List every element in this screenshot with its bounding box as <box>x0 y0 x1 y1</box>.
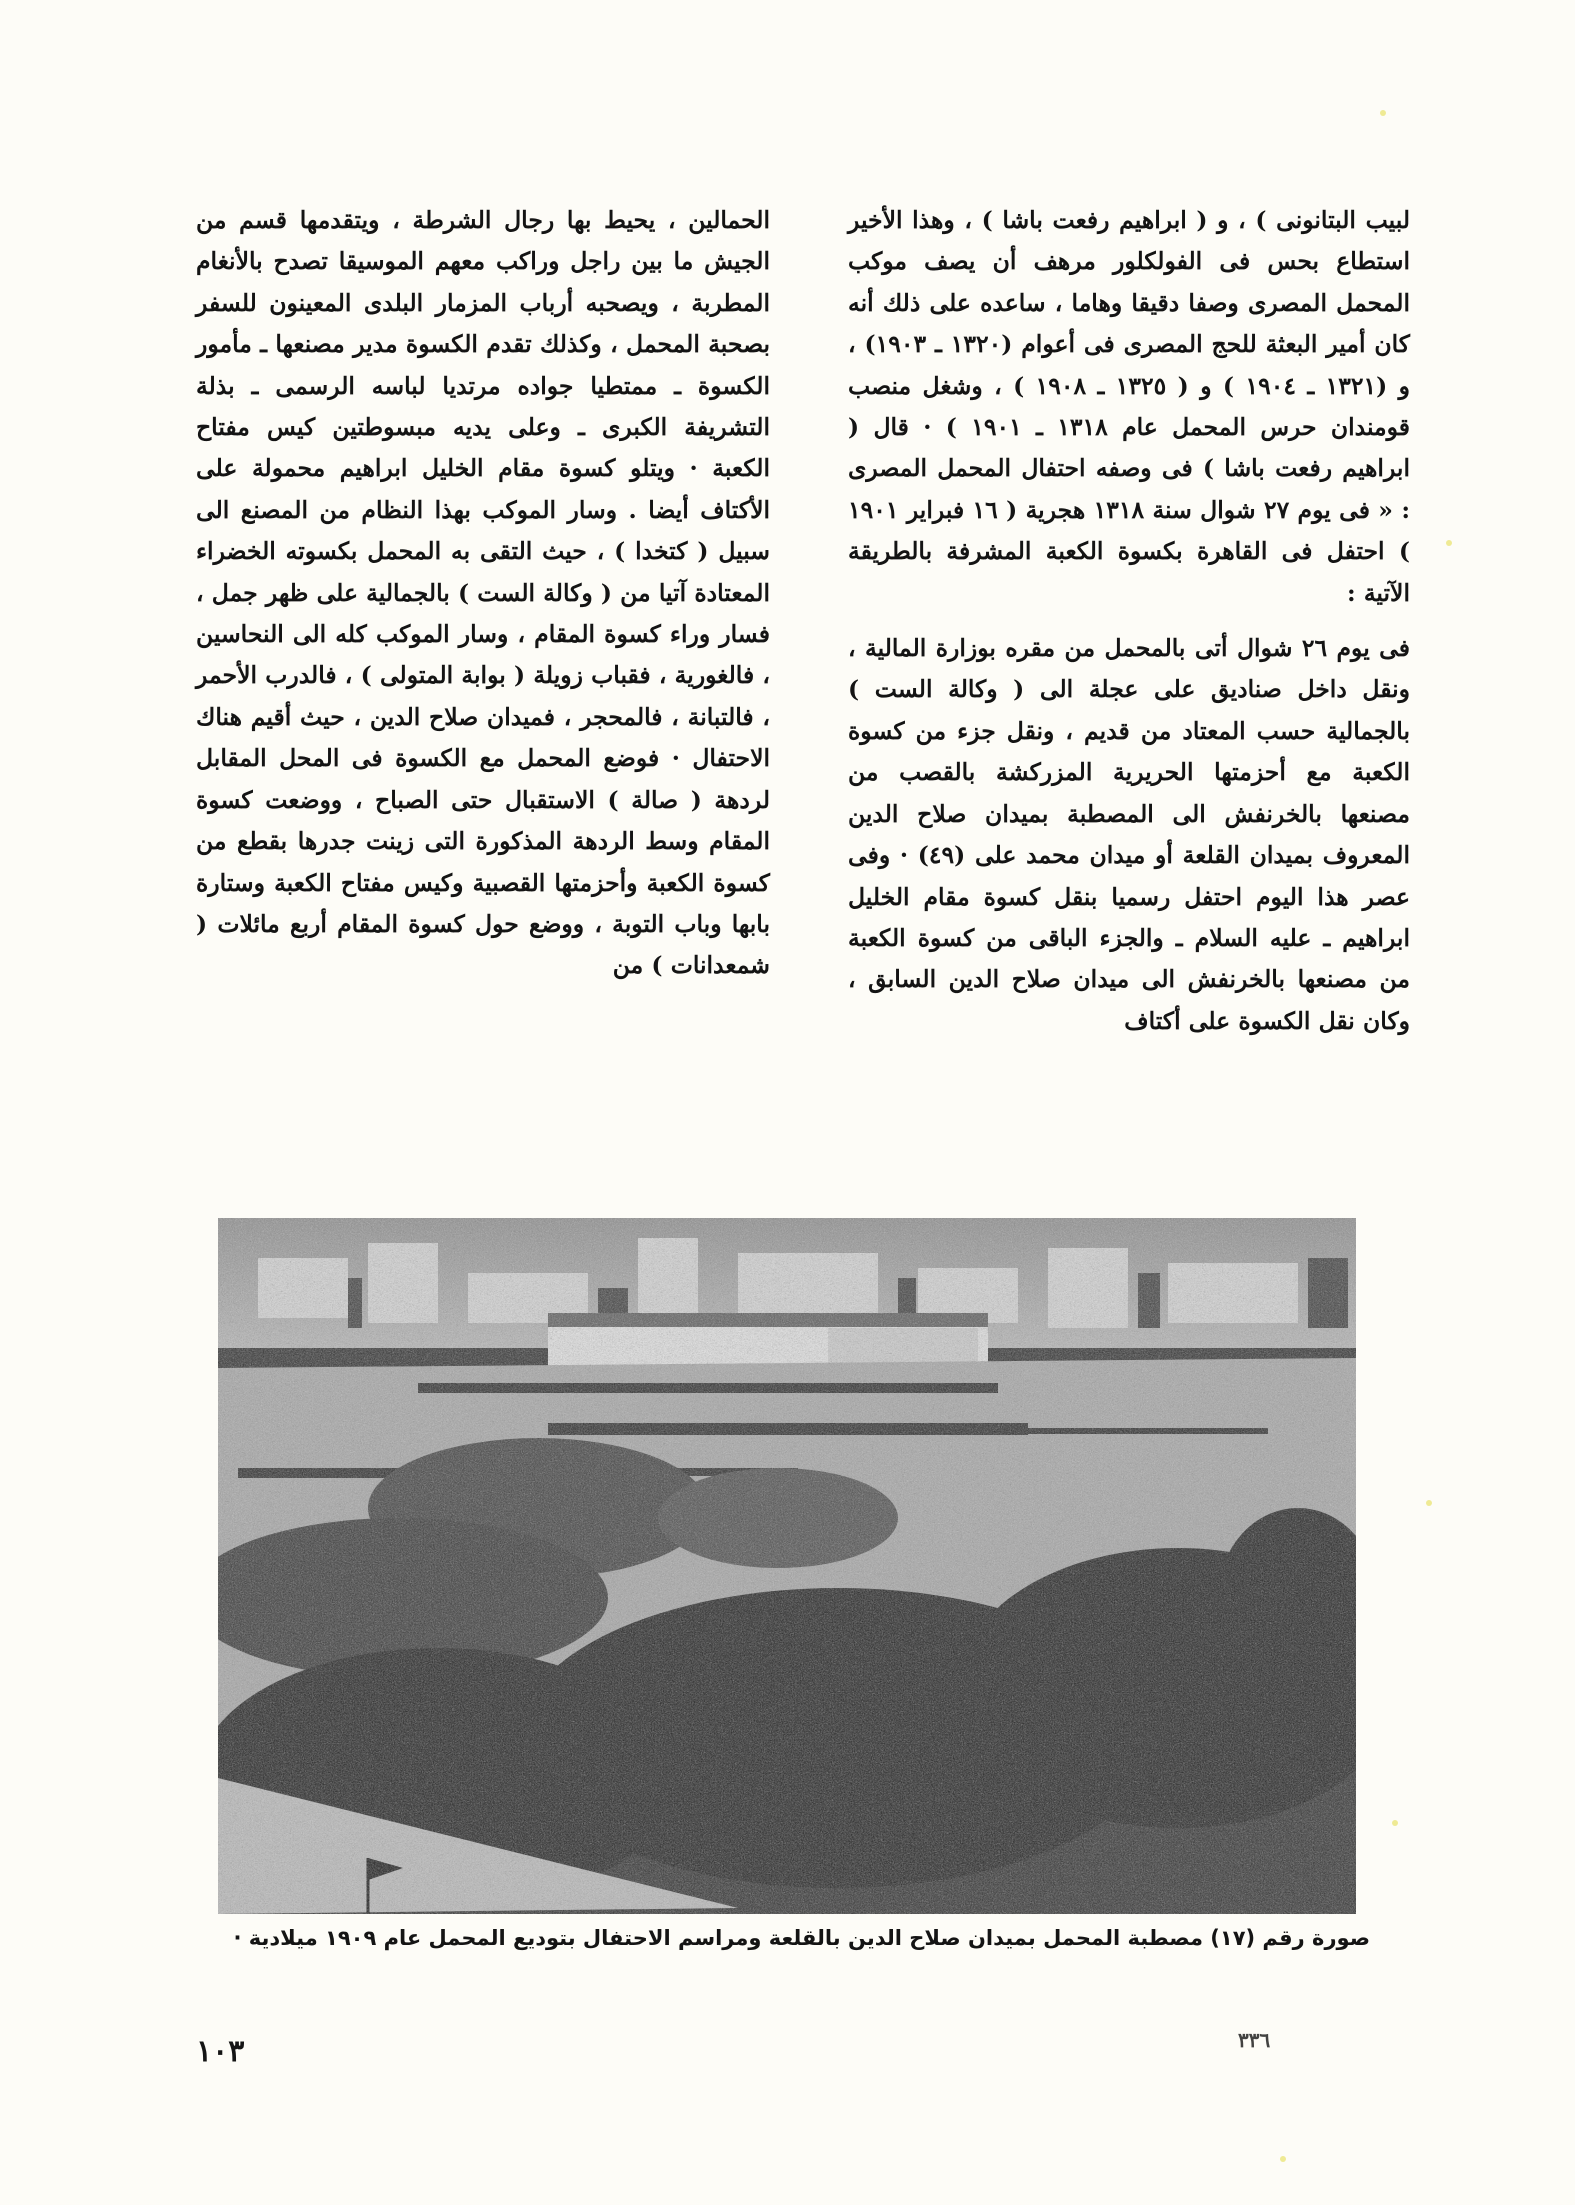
paper-speck <box>1392 1820 1398 1826</box>
figure-caption: صورة رقم (١٧) مصطبة المحمل بميدان صلاح الدين بالقلعة ومراسم الاحتفال بتوديع المحمل عام ١٩٠٩ ميلادية · <box>233 1926 1370 1950</box>
paragraph: فى يوم ٢٦ شوال أتى بالمحمل من مقره بوزارة المالية ، ونقل داخل صناديق على عجلة الى ( وكالة الست ) بالجمالية حسب المعتاد من قديم ، ونقل جزء من كسوة الكعبة مع أحزمتها الحريرية المزركشة بالقصب من مصنعها بالخرنفش الى المصطبة بميدان صلاح الدين المعروف بميدان القلعة أو ميدان محمد على (٤٩) · وفى عصر هذا اليوم احتفل رسميا بنقل كسوة مقام الخليل ابراهيم ـ عليه السلام ـ والجزء الباقى من كسوة الكعبة من مصنعها بالخرنفش الى ميدان صلاح الدين السابق ، وكان نقل الكسوة على أكتاف <box>848 634 1410 1035</box>
paragraph: لبيب البتانونى ) ، و ( ابراهيم رفعت باشا ) ، وهذا الأخير استطاع بحس فى الفولكلور مرهف أن يصف موكب المحمل المصرى وصفا دقيقا وهاما ، ساعده على ذلك أنه كان أمير البعثة للحج المصرى فى أعوام (١٣٢٠ ـ ١٩٠٣) ، و (١٣٢١ ـ ١٩٠٤ ) و ( ١٣٢٥ ـ ١٩٠٨ ) ، وشغل منصب قومندان حرس المحمل عام ١٣١٨ ـ ١٩٠١ ) · قال ( ابراهيم رفعت باشا ) فى وصفه احتفال المحمل المصرى : « فى يوم ٢٧ شوال سنة ١٣١٨ هجرية ( ١٦ فبراير ١٩٠١ ) احتفل فى القاهرة بكسوة الكعبة المشرفة بالطريقة الآتية : <box>848 206 1411 607</box>
paper-speck <box>1446 540 1452 546</box>
photo-illustration <box>218 1218 1356 1914</box>
page-number-secondary: ٣٣٦ <box>1238 2028 1271 2052</box>
text-column-left <box>196 200 770 987</box>
historical-photograph <box>218 1218 1356 1914</box>
text-column-right <box>848 200 1410 1042</box>
paper-speck <box>1380 110 1386 116</box>
paper-speck <box>1280 2156 1286 2162</box>
page-number: ١٠٣ <box>196 2034 245 2069</box>
paper-speck <box>1426 1500 1432 1506</box>
paragraph: الحمالين ، يحيط بها رجال الشرطة ، ويتقدمها قسم من الجيش ما بين راجل وراكب معهم الموسيقا تصدح بالأنغام المطربة ، ويصحبه أرباب المزمار البلدى المعينون للسفر بصحبة المحمل ، وكذلك تقدم الكسوة مدير مصنعها ـ مأمور الكسوة ـ ممتطيا جواده مرتديا لباسه الرسمى ـ بذلة التشريفة الكبرى ـ وعلى يديه مبسوطتين كيس مفتاح الكعبة · ويتلو كسوة مقام الخليل ابراهيم محمولة على الأكتاف أيضا . وسار الموكب بهذا النظام من المصنع الى سبيل ( كتخدا ) ، حيث التقى به المحمل بكسوته الخضراء المعتادة آتيا من ( وكالة الست ) بالجمالية على ظهر جمل ، فسار وراء كسوة المقام ، وسار الموكب كله الى النحاسين ، فالغورية ، فقباب زويلة ( بوابة المتولى ) ، فالدرب الأحمر ، فالتبانة ، فالمحجر ، فميدان صلاح الدين ، حيث أقيم هناك الاحتفال · فوضع المحمل مع الكسوة فى المحل المقابل لردهة ( صالة ) الاستقبال حتى الصباح ، ووضعت كسوة المقام وسط الردهة المذكورة التى زينت جدرها بقطع من كسوة الكعبة وأحزمتها القصبية وكيس مفتاح الكعبة وستارة بابها وباب التوبة ، ووضع حول كسوة المقام أربع مائلات ( شمعدانات ) من <box>196 206 771 980</box>
